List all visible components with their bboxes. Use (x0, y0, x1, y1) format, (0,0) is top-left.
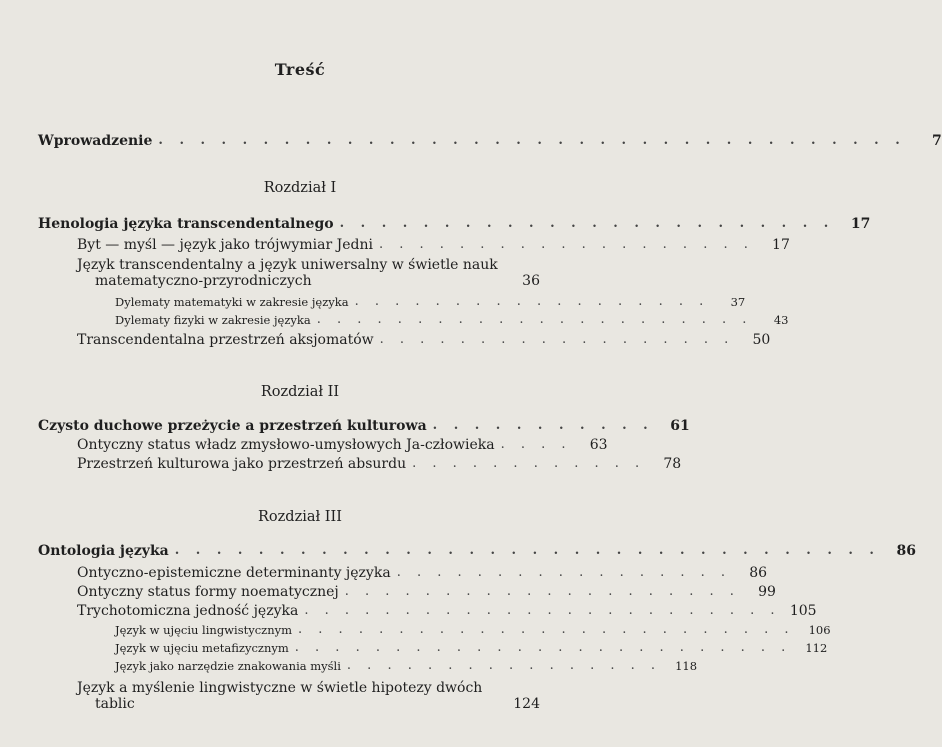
toc-entry[interactable] (115, 640, 828, 656)
toc-entry-page: 7 (932, 133, 942, 149)
toc-entry-label: Ontyczny status formy noematycznej (77, 584, 339, 600)
toc-entry-wrapped-first-line[interactable]: Język transcendentalny a język uniwersalny w świetle nauk (77, 257, 498, 273)
toc-entry-label: Dylematy matematyki w zakresie języka (115, 295, 349, 309)
toc-entry-page: 124 (513, 696, 540, 712)
toc-entry-page: 43 (773, 313, 789, 327)
toc-entry-label: Czysto duchowe przeżycie a przestrzeń kulturowa (38, 418, 427, 434)
toc-entry-chapter1-main[interactable] (38, 216, 871, 232)
leader-dots: . . . . . . . . . . . . . . . . . . . . . . . . . . . . . . . . . . (174, 543, 880, 558)
toc-entry-chapter3-main[interactable] (38, 543, 916, 559)
page-title: Treść (274, 60, 326, 79)
toc-entry[interactable] (77, 603, 817, 619)
toc-entry[interactable] (77, 565, 768, 581)
toc-entry-label: matematyczno-przyrodniczych (95, 273, 312, 289)
toc-entry-label: Byt — myśl — język jako trójwymiar Jedni (77, 237, 373, 253)
toc-entry[interactable] (115, 312, 789, 328)
leader-dots: . . . . . . . . . . . . . . . . . . (379, 332, 735, 347)
toc-entry[interactable] (77, 332, 771, 348)
leader-dots: . . . . . . . . . . . . . . . . . . . . . . . . (304, 603, 781, 618)
toc-entry-label: Henologia języka transcendentalnego (38, 216, 334, 232)
toc-entry-label: Trychotomiczna jedność języka (77, 603, 299, 619)
toc-entry-page: 63 (589, 437, 608, 453)
toc-entry-page: 106 (808, 623, 831, 637)
leader-dots: . . . . . . . . . . . . . . . . . . . . . . . . . (294, 640, 792, 655)
toc-entry[interactable] (77, 456, 682, 472)
leader-dots: . . . . . . . . . . . (432, 418, 654, 433)
toc-entry-page: 118 (675, 659, 698, 673)
chapter-heading-2: Rozdział II (260, 384, 340, 400)
toc-entry-label: Przestrzeń kulturowa jako przestrzeń absurdu (77, 456, 407, 472)
toc-entry-label: Ontologia języka (38, 543, 169, 559)
toc-entry[interactable] (77, 437, 608, 453)
toc-entry-label: tablic (95, 696, 135, 712)
toc-entry-label: Ontyczno-epistemiczne determinanty języka (77, 565, 391, 581)
toc-entry-label: Język w ujęciu metafizycznym (115, 641, 289, 655)
toc-entry[interactable] (115, 622, 831, 638)
toc-entry-page: 112 (805, 641, 828, 655)
toc-entry-label: Język jako narzędzie znakowania myśli (115, 659, 341, 673)
toc-entry-introduction[interactable] (38, 133, 942, 149)
toc-entry-label: Dylematy fizyki w zakresie języka (115, 313, 311, 327)
leader-dots: . . . . . . . . . . . . . . . . . . . . . . (316, 312, 753, 327)
toc-entry-chapter2-main[interactable] (38, 418, 690, 434)
leader-dots: . . . . (500, 437, 572, 452)
toc-entry-wrapped-first-line[interactable]: Język a myślenie lingwistyczne w świetle hipotezy dwóch (77, 680, 483, 696)
toc-entry-page: 105 (789, 603, 817, 619)
leader-dots: . . . . . . . . . . . . . . . . . (396, 565, 732, 580)
toc-entry-label: Język w ujęciu lingwistycznym (115, 623, 293, 637)
toc-entry-label: Transcendentalna przestrzeń aksjomatów (77, 332, 374, 348)
toc-entry[interactable] (77, 237, 790, 253)
leader-dots: . . . . . . . . . . . . . . . . . . . . (344, 584, 740, 599)
toc-entry-page: 61 (670, 418, 690, 434)
toc-entry-page: 86 (896, 543, 916, 559)
leader-dots: . . . . . . . . . . . . . . . . . . . . . . . . (339, 216, 835, 231)
toc-entry[interactable] (77, 584, 776, 600)
toc-entry[interactable] (115, 294, 746, 310)
leader-dots: . . . . . . . . . . . . (412, 456, 646, 471)
leader-dots: . . . . . . . . . . . . . . . . (346, 658, 662, 673)
chapter-heading-3: Rozdział III (258, 509, 342, 525)
leader-dots: . . . . . . . . . . . . . . . . . . (354, 294, 710, 309)
toc-entry-page: 36 (522, 273, 540, 289)
toc-entry-page: 50 (752, 332, 771, 348)
toc-entry-page: 37 (730, 295, 746, 309)
toc-entry[interactable] (95, 696, 540, 712)
toc-entry-page: 17 (772, 237, 790, 253)
leader-dots: . . . . . . . . . . . . . . . . . . . . . . . . . . . . . . . . . . . . (158, 133, 906, 148)
toc-entry-label: Wprowadzenie (38, 133, 153, 149)
toc-entry-page: 17 (850, 216, 871, 232)
toc-entry-label: Ontyczny status władz zmysłowo-umysłowych Ja-człowieka (77, 437, 495, 453)
leader-dots: . . . . . . . . . . . . . . . . . . . . . . . . . (298, 622, 795, 637)
toc-entry-page: 86 (749, 565, 768, 581)
toc-entry[interactable] (115, 658, 698, 674)
toc-entry-page: 78 (663, 456, 682, 472)
leader-dots: . . . . . . . . . . . . . . . . . . . (378, 237, 754, 252)
toc-entry[interactable] (95, 273, 540, 289)
chapter-heading-1: Rozdział I (263, 180, 337, 196)
toc-entry-page: 99 (758, 584, 776, 600)
